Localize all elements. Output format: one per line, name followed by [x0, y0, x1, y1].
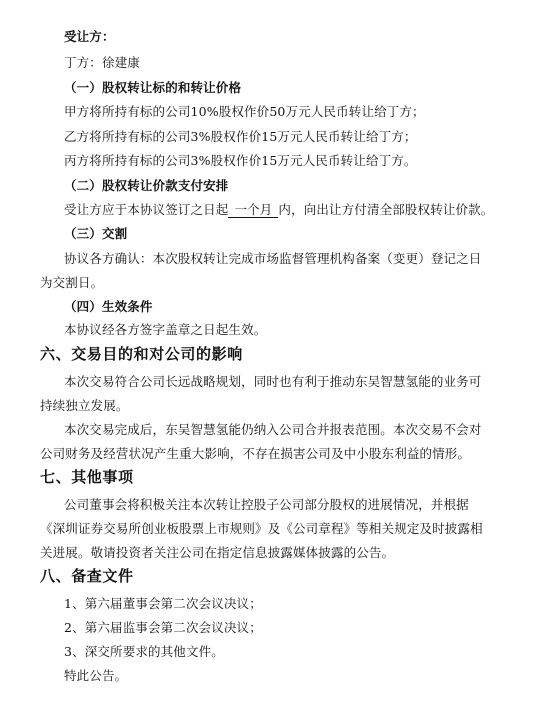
section-4-heading: （四）生效条件 [64, 299, 153, 314]
section-1-line-c: 丙方将所持有标的公司3%股权作价15万元人民币转让给丁方。 [64, 153, 417, 168]
chapter-6-p1-line-2: 持续独立发展。 [40, 398, 129, 413]
section-2-text-before: 受让方应于本协议签订之日起 [64, 202, 229, 217]
section-3-line-1: 协议各方确认：本次股权转让完成市场监督管理机构备案（变更）登记之日 [64, 251, 482, 266]
payment-period-underlined: 一个月 [228, 203, 278, 218]
chapter-6-p1-line-1: 本次交易符合公司长远战略规划，同时也有利于推动东吴智慧氢能的业务可 [64, 374, 482, 389]
transferee-heading: 受让方： [64, 29, 115, 44]
chapter-6-p2-line-1: 本次交易完成后，东吴智慧氢能仍纳入公司合并报表范围。本次交易不会对 [64, 422, 482, 437]
section-3-heading: （三）交割 [64, 226, 128, 241]
section-3-line-2: 为交割日。 [40, 275, 104, 290]
chapter-7-line-2: 《深圳证券交易所创业板股票上市规则》及《公司章程》等相关规定及时披露相 [40, 521, 483, 536]
party-d-line: 丁方：徐建康 [64, 55, 140, 70]
chapter-6-heading: 六、交易目的和对公司的影响 [40, 345, 243, 363]
chapter-7-line-1: 公司董事会将积极关注本次转让控股子公司部分股权的进展情况，并根据 [64, 497, 469, 512]
chapter-6-p2-line-2: 公司财务及经营状况产生重大影响，不存在损害公司及中小股东利益的情形。 [40, 446, 471, 461]
chapter-7-heading: 七、其他事项 [40, 468, 134, 486]
section-1-line-a: 甲方将所持有标的公司10%股权作价50万元人民币转让给丁方； [64, 104, 425, 119]
chapter-8-item-2: 2、第六届监事会第二次会议决议； [64, 620, 262, 635]
chapter-7-line-3: 关进展。敬请投资者关注公司在指定信息披露媒体披露的公告。 [40, 545, 395, 560]
section-4-line-1: 本协议经各方签字盖章之日起生效。 [64, 322, 267, 337]
chapter-8-item-3: 3、深交所要求的其他文件。 [64, 644, 224, 659]
section-2-heading: （二）股权转让价款支付安排 [64, 178, 229, 193]
section-1-heading: （一）股权转让标的和转让价格 [64, 80, 242, 95]
chapter-8-item-1: 1、第六届董事会第二次会议决议； [64, 596, 262, 611]
section-2-paragraph [64, 202, 493, 218]
section-2-text-after: 内，向出让方付清全部股权转让价款。 [278, 202, 494, 217]
chapter-8-heading: 八、备查文件 [40, 567, 134, 585]
section-1-line-b: 乙方将所持有标的公司3%股权作价15万元人民币转让给丁方； [64, 129, 417, 144]
closing-statement: 特此公告。 [64, 668, 128, 683]
